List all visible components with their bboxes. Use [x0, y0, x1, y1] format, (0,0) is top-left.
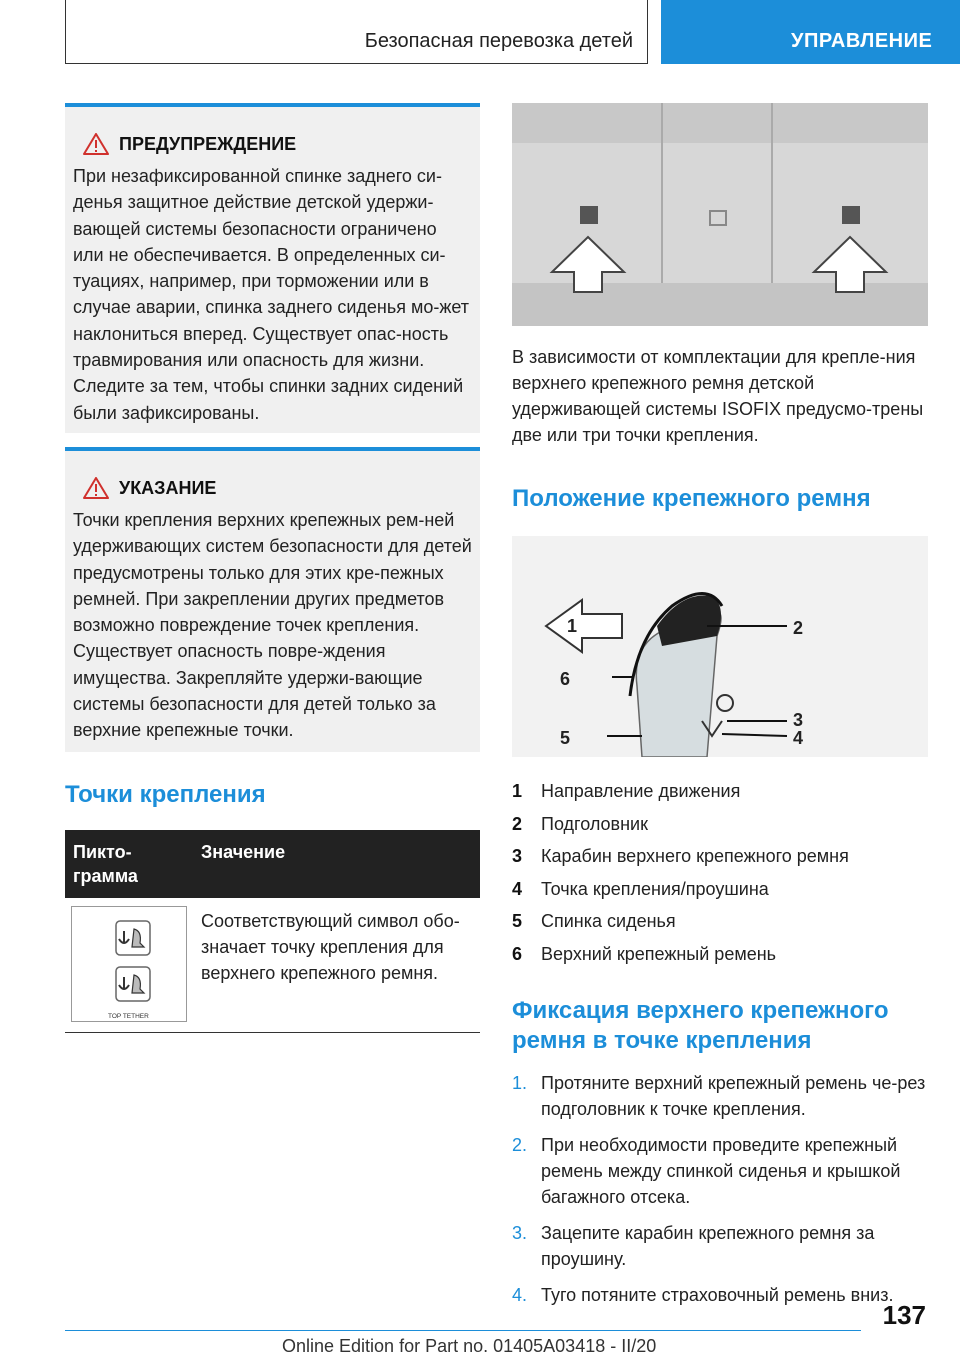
- legend-number: 3: [512, 846, 523, 866]
- warning-text: При незафиксированной спинке заднего си-денья защитное действие детской удержи-вающей системы безопасности ограничено или не обеспечивается. В определенных си-туациях, например, при торможении или в случае аварии, спинка заднего сиденья мо-жет наклониться вперед. Существует опас-ность травмирования или опасность для жизни. Следите за тем, чтобы спинки задних сидений были зафиксированы.: [73, 166, 470, 423]
- warning-title-row: [73, 133, 472, 155]
- col-pictogram-header: Пикто-грамма: [65, 830, 193, 898]
- list-item: [512, 938, 928, 971]
- list-item: [512, 1132, 928, 1210]
- callout-3: 3: [793, 710, 804, 730]
- trunk-anchor-illustration: [512, 103, 928, 326]
- footer-edition: Online Edition for Part no. 01405A03418 - II/20: [282, 1336, 657, 1356]
- list-item: [512, 873, 928, 906]
- tether-diagram: [512, 536, 928, 757]
- notice-triangle-icon: [83, 477, 109, 499]
- list-item: [512, 905, 928, 938]
- notice-box: [65, 447, 480, 752]
- legend-number: 4: [512, 878, 523, 899]
- top-tether-label: TOP TETHER: [108, 1013, 149, 1020]
- fixing-steps: [512, 1070, 928, 1308]
- notice-title-row: [73, 477, 472, 499]
- list-item: [512, 808, 928, 841]
- callout-1: 1: [567, 616, 578, 636]
- header-section-title: Безопасная перевозка детей: [364, 30, 633, 52]
- pictogram-table: [65, 830, 480, 1033]
- legend-text: Точка крепления/проушина: [541, 878, 769, 899]
- meaning-text: Соответствующий символ обо-значает точку крепления для верхнего крепежного ремня.: [193, 898, 480, 1033]
- legend-number: 6: [512, 943, 523, 964]
- list-item: [512, 1282, 928, 1308]
- step-text: При необходимости проведите крепежный ремень между спинкой сиденья и крышкой багажного отсека.: [541, 1135, 901, 1207]
- step-text: Зацепите карабин крепежного ремня за проушину.: [541, 1223, 875, 1269]
- list-item: [512, 775, 928, 808]
- header-chapter-tab: [661, 0, 960, 64]
- legend-text: Спинка сиденья: [541, 911, 676, 931]
- list-item: [512, 1070, 928, 1122]
- warning-box: [65, 103, 480, 433]
- diagram-legend: [512, 775, 928, 970]
- header-section-tab: [65, 0, 648, 64]
- step-number: 1.: [512, 1073, 528, 1093]
- callout-5: 5: [560, 728, 571, 748]
- fixing-heading: Фиксация верхнего крепежного ремня в точке крепления: [512, 997, 889, 1054]
- left-column: [65, 103, 480, 1033]
- callout-6: 6: [560, 669, 571, 689]
- anchors-heading: Точки крепления: [65, 781, 266, 808]
- callout-4: 4: [793, 728, 804, 748]
- notice-text: Точки крепления верхних крепежных рем-ней удерживающих систем безопасности для детей предусмотрены только для этих кре-пежных ремней. При закреплении других предметов возможно повреждение точек крепления. Существует опасность повре-ждения имущества. Закрепляйте удержи-вающие системы безопасности для детей только за верхние крепежные точки.: [73, 510, 472, 741]
- step-text: Туго потяните страховочный ремень вниз.: [541, 1285, 894, 1305]
- legend-number: 1: [512, 781, 523, 801]
- pictogram-table-header: [65, 830, 480, 898]
- pictogram-cell: [65, 898, 193, 1033]
- tether-position-illustration: [512, 536, 928, 757]
- table-row: [65, 898, 480, 1033]
- legend-text: Направление движения: [541, 781, 741, 801]
- notice-title: УКАЗАНИЕ: [119, 477, 217, 498]
- step-number: 3.: [512, 1223, 528, 1243]
- footer-divider: [65, 1330, 861, 1331]
- legend-text: Верхний крепежный ремень: [541, 943, 777, 964]
- warning-triangle-icon: [83, 133, 109, 155]
- step-text: Протяните верхний крепежный ремень че-рез подголовник к точке крепления.: [541, 1073, 926, 1119]
- legend-number: 2: [512, 813, 523, 834]
- list-item: [512, 840, 928, 873]
- legend-text: Карабин верхнего крепежного ремня: [541, 846, 849, 866]
- photo-caption: В зависимости от комплектации для крепле-ния верхнего крепежного ремня детской удерживающей системы ISOFIX предусмо-трены две или три точки крепления.: [512, 347, 924, 445]
- header-chapter-title: УПРАВЛЕНИЕ: [791, 30, 933, 52]
- legend-text: Подголовник: [541, 813, 648, 834]
- trunk-photo: [512, 103, 928, 326]
- warning-title: ПРЕДУПРЕЖДЕНИЕ: [119, 133, 297, 154]
- step-number: 4.: [512, 1285, 528, 1305]
- list-item: [512, 1220, 928, 1272]
- col-meaning-header: Значение: [193, 830, 480, 898]
- callout-2: 2: [793, 618, 804, 638]
- pictogram-frame: [71, 906, 187, 1022]
- step-number: 2.: [512, 1135, 528, 1155]
- right-column: [512, 103, 928, 1318]
- page-number: 137: [882, 1300, 926, 1330]
- legend-number: 5: [512, 911, 523, 931]
- position-heading: Положение крепежного ремня: [512, 485, 871, 512]
